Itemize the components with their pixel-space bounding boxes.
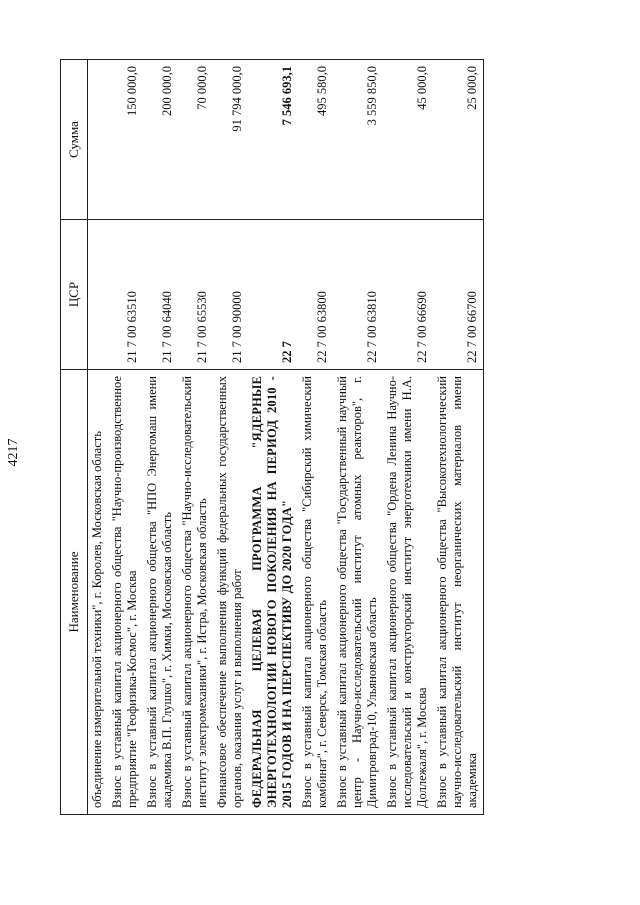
row-name: Взнос в уставный капитал акционерного общества "Высокотехнологический научно-исследовательский институт неорганических материалов имени академика (433, 370, 484, 815)
row-sum: 3 559 850,0 (333, 60, 383, 220)
row-sum: 45 000,0 (383, 60, 433, 220)
row-sum: 70 000,0 (178, 60, 213, 220)
table-row (143, 60, 178, 815)
table-row (433, 60, 484, 815)
row-csr: 22 7 00 63800 (298, 220, 333, 370)
row-sum: 91 794 000,0 (213, 60, 248, 220)
table-row (178, 60, 213, 815)
table-row (108, 60, 143, 815)
table-row (298, 60, 333, 815)
row-sum: 150 000,0 (108, 60, 143, 220)
page-number: 4217 (6, 438, 21, 467)
table-row-program (248, 60, 298, 815)
table-row (213, 60, 248, 815)
row-csr: 22 7 00 66700 (433, 220, 484, 370)
row-sum: 200 000,0 (143, 60, 178, 220)
table-row (383, 60, 433, 815)
row-csr (88, 220, 109, 370)
row-sum: 495 580,0 (298, 60, 333, 220)
row-name: Взнос в уставный капитал акционерного общества "Государственный научный центр - Научно-исследовательский институт атомных реакторов", г. Димитровград-10, Ульяновская область (333, 370, 383, 815)
budget-table (60, 59, 484, 815)
row-csr: 21 7 00 63510 (108, 220, 143, 370)
row-name: ФЕДЕРАЛЬНАЯ ЦЕЛЕВАЯ ПРОГРАММА "ЯДЕРНЫЕ ЭНЕРГОТЕХНОЛОГИИ НОВОГО ПОКОЛЕНИЯ НА ПЕРИОД 2010 - 2015 ГОДОВ И НА ПЕРСПЕКТИВУ ДО 2020 ГОДА" (248, 370, 298, 815)
row-sum: 25 000,0 (433, 60, 484, 220)
table-row (333, 60, 383, 815)
row-sum: 7 546 693,1 (248, 60, 298, 220)
header-csr: ЦСР (61, 220, 88, 370)
row-csr: 22 7 00 63810 (333, 220, 383, 370)
table-row (88, 60, 109, 815)
row-sum (88, 60, 109, 220)
row-name: Взнос в уставный капитал акционерного общества "Сибирский химический комбинат", г. Северск, Томская область (298, 370, 333, 815)
header-name: Наименование (61, 370, 88, 815)
row-name: объединение измерительной техники", г. Королев, Московская область (88, 370, 109, 815)
row-csr: 21 7 00 90000 (213, 220, 248, 370)
row-csr: 21 7 00 65530 (178, 220, 213, 370)
row-csr: 22 7 (248, 220, 298, 370)
table-body (88, 60, 484, 815)
table-header-row (61, 60, 88, 815)
header-sum: Сумма (61, 60, 88, 220)
row-name: Взнос в уставный капитал акционерного общества "НПО Энергомаш имени академика В.П. Глушко", г. Химки, Московская область (143, 370, 178, 815)
row-csr: 21 7 00 64040 (143, 220, 178, 370)
row-name: Взнос в уставный капитал акционерного общества "Ордена Ленина Научно-исследовательский и конструкторский институт энерготехники имени Н.А. Доллежаля", г. Москва (383, 370, 433, 815)
row-csr: 22 7 00 66690 (383, 220, 433, 370)
row-name: Взнос в уставный капитал акционерного общества "Научно-производственное предприятие "Геофизика-Космос", г. Москва (108, 370, 143, 815)
row-name: Взнос в уставный капитал акционерного общества "Научно-исследовательский институт электромеханики", г. Истра, Московская область (178, 370, 213, 815)
row-name: Финансовое обеспечение выполнения функций федеральных государственных органов, оказания услуг и выполнения работ (213, 370, 248, 815)
